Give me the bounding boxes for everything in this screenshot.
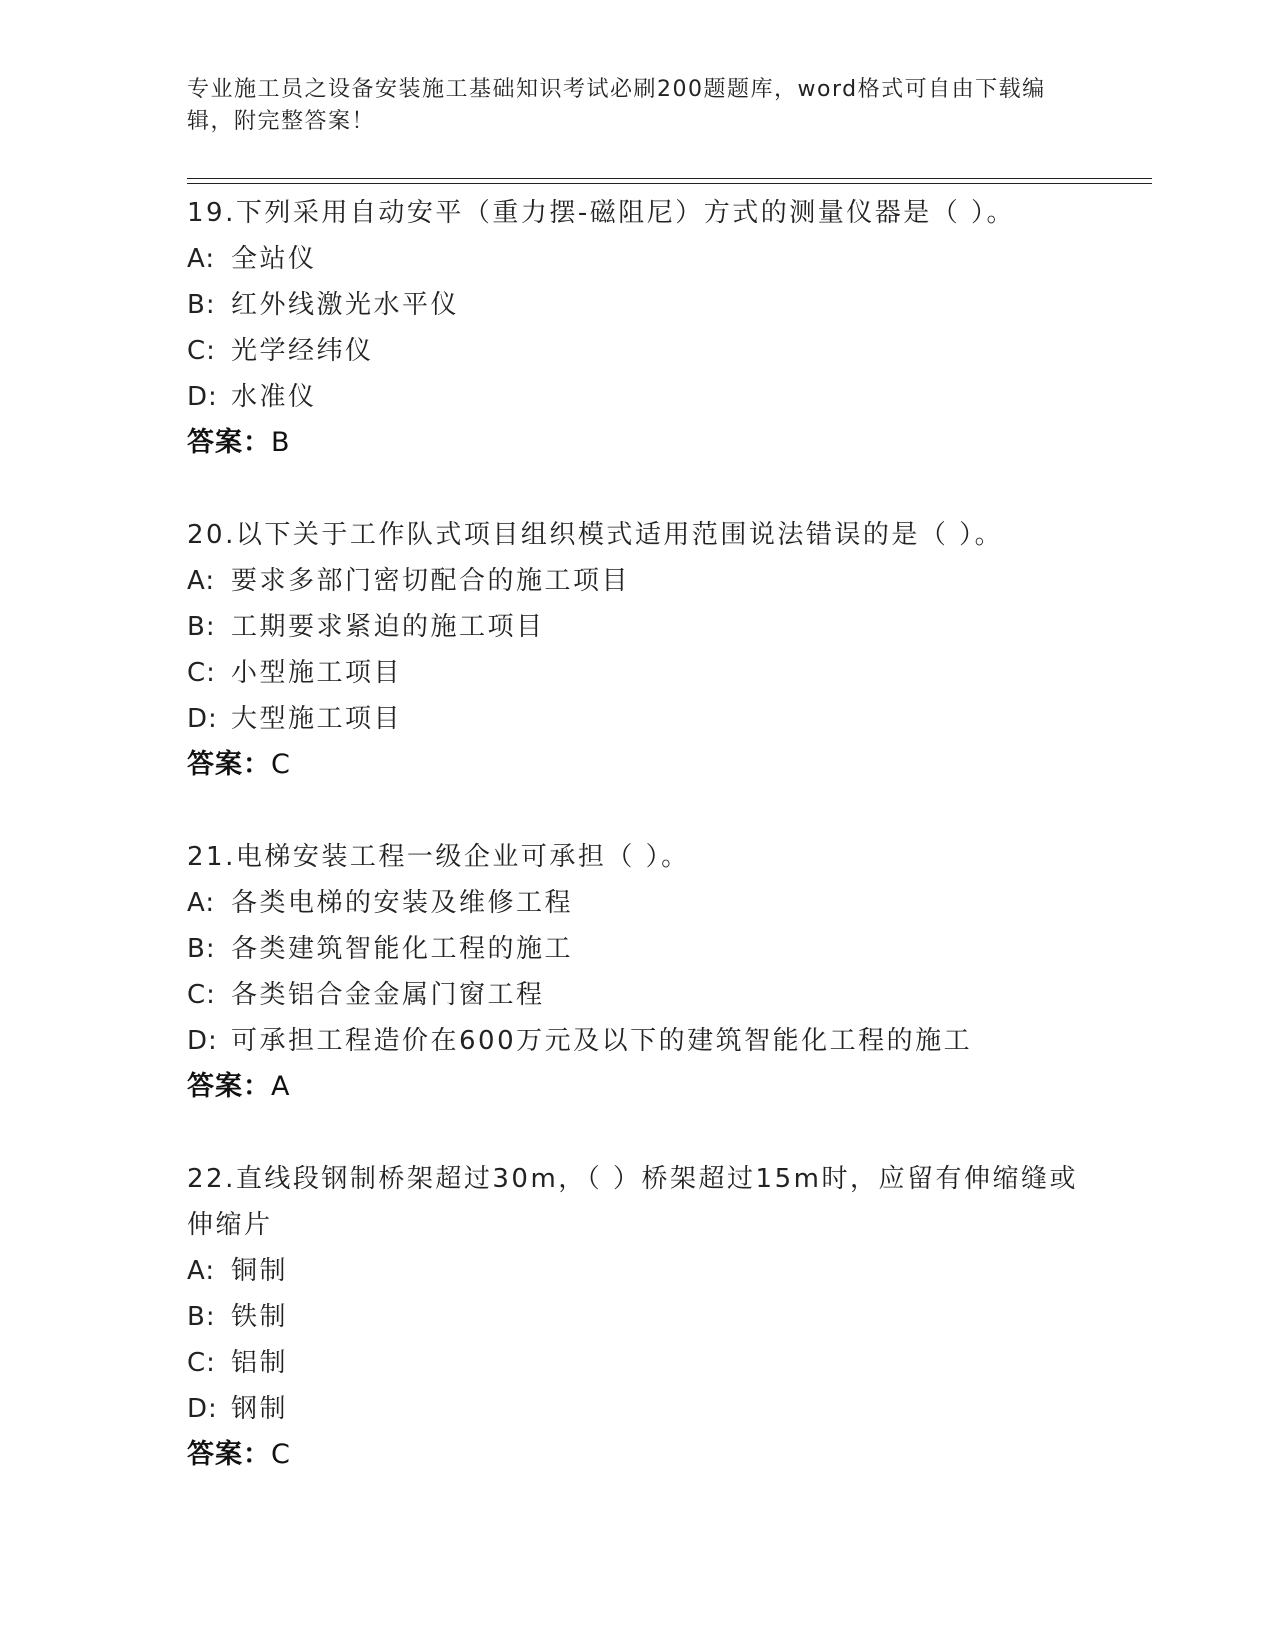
answer-label: 答案： — [187, 1071, 271, 1102]
option-key: A: — [187, 566, 216, 596]
option-text: 光学经纬仪 — [231, 336, 374, 366]
option-text: 全站仪 — [231, 244, 317, 274]
option-text: 要求多部门密切配合的施工项目 — [231, 566, 631, 596]
option-text: 各类建筑智能化工程的施工 — [231, 934, 574, 964]
option-key: B: — [187, 612, 216, 642]
question-20 — [187, 512, 1147, 788]
question-stem — [187, 1156, 1092, 1248]
option-b — [187, 604, 1147, 650]
option-key: A: — [187, 888, 216, 918]
option-c — [187, 650, 1147, 696]
option-text: 大型施工项目 — [231, 704, 403, 734]
option-d — [187, 1386, 1147, 1432]
question-text: 下列采用自动安平（重力摆-磁阻尼）方式的测量仪器是（ ）。 — [235, 198, 1016, 228]
option-a — [187, 558, 1147, 604]
option-key: D: — [187, 1026, 218, 1056]
answer-value: A — [271, 1071, 291, 1102]
option-c — [187, 328, 1147, 374]
question-number: 21. — [187, 842, 236, 872]
answer-line — [187, 420, 1147, 466]
option-b — [187, 926, 1147, 972]
option-key: A: — [187, 1256, 216, 1286]
header-divider-top — [187, 178, 1152, 179]
option-a — [187, 236, 1147, 282]
answer-value: C — [271, 1439, 291, 1470]
option-text: 铁制 — [231, 1302, 289, 1332]
option-b — [187, 282, 1147, 328]
question-number: 20. — [187, 520, 236, 550]
option-d — [187, 696, 1147, 742]
option-text: 各类铝合金金属门窗工程 — [231, 980, 545, 1010]
option-text: 铝制 — [231, 1348, 289, 1378]
answer-label: 答案： — [187, 1439, 271, 1470]
option-text: 小型施工项目 — [231, 658, 403, 688]
document-title: 专业施工员之设备安装施工基础知识考试必刷200题题库，word格式可自由下载编辑，附完整答案！ — [187, 77, 1046, 134]
question-19 — [187, 190, 1147, 466]
option-c — [187, 972, 1147, 1018]
option-d — [187, 374, 1147, 420]
option-key: C: — [187, 658, 216, 688]
option-text: 红外线激光水平仪 — [231, 290, 460, 320]
option-text: 各类电梯的安装及维修工程 — [231, 888, 574, 918]
question-text: 以下关于工作队式项目组织模式适用范围说法错误的是（ ）。 — [235, 520, 1004, 550]
option-key: C: — [187, 1348, 216, 1378]
option-a — [187, 880, 1147, 926]
option-key: D: — [187, 704, 218, 734]
option-a — [187, 1248, 1147, 1294]
question-text: 直线段钢制桥架超过30m，（ ）桥架超过15m时，应留有伸缩缝或伸缩片 — [187, 1164, 1078, 1240]
option-text: 钢制 — [231, 1394, 289, 1424]
option-key: B: — [187, 290, 216, 320]
option-c — [187, 1340, 1147, 1386]
question-number: 22. — [187, 1164, 236, 1194]
option-key: C: — [187, 980, 216, 1010]
header-divider-bottom — [187, 183, 1152, 184]
question-list — [187, 190, 1147, 1524]
option-text: 铜制 — [231, 1256, 289, 1286]
answer-value: C — [271, 749, 291, 780]
question-stem — [187, 834, 1092, 880]
question-21 — [187, 834, 1147, 1110]
option-key: A: — [187, 244, 216, 274]
option-text: 水准仪 — [231, 382, 317, 412]
question-stem — [187, 512, 1092, 558]
option-text: 工期要求紧迫的施工项目 — [231, 612, 545, 642]
question-22 — [187, 1156, 1147, 1478]
answer-value: B — [271, 427, 291, 458]
question-stem — [187, 190, 1092, 236]
option-text: 可承担工程造价在600万元及以下的建筑智能化工程的施工 — [231, 1026, 973, 1056]
option-key: C: — [187, 336, 216, 366]
answer-label: 答案： — [187, 427, 271, 458]
answer-line — [187, 1432, 1147, 1478]
option-key: D: — [187, 382, 218, 412]
question-text: 电梯安装工程一级企业可承担（ ）。 — [235, 842, 690, 872]
question-number: 19. — [187, 198, 236, 228]
option-key: B: — [187, 934, 216, 964]
answer-label: 答案： — [187, 749, 271, 780]
answer-line — [187, 1064, 1147, 1110]
option-d — [187, 1018, 1147, 1064]
option-b — [187, 1294, 1147, 1340]
option-key: D: — [187, 1394, 218, 1424]
option-key: B: — [187, 1302, 216, 1332]
answer-line — [187, 742, 1147, 788]
